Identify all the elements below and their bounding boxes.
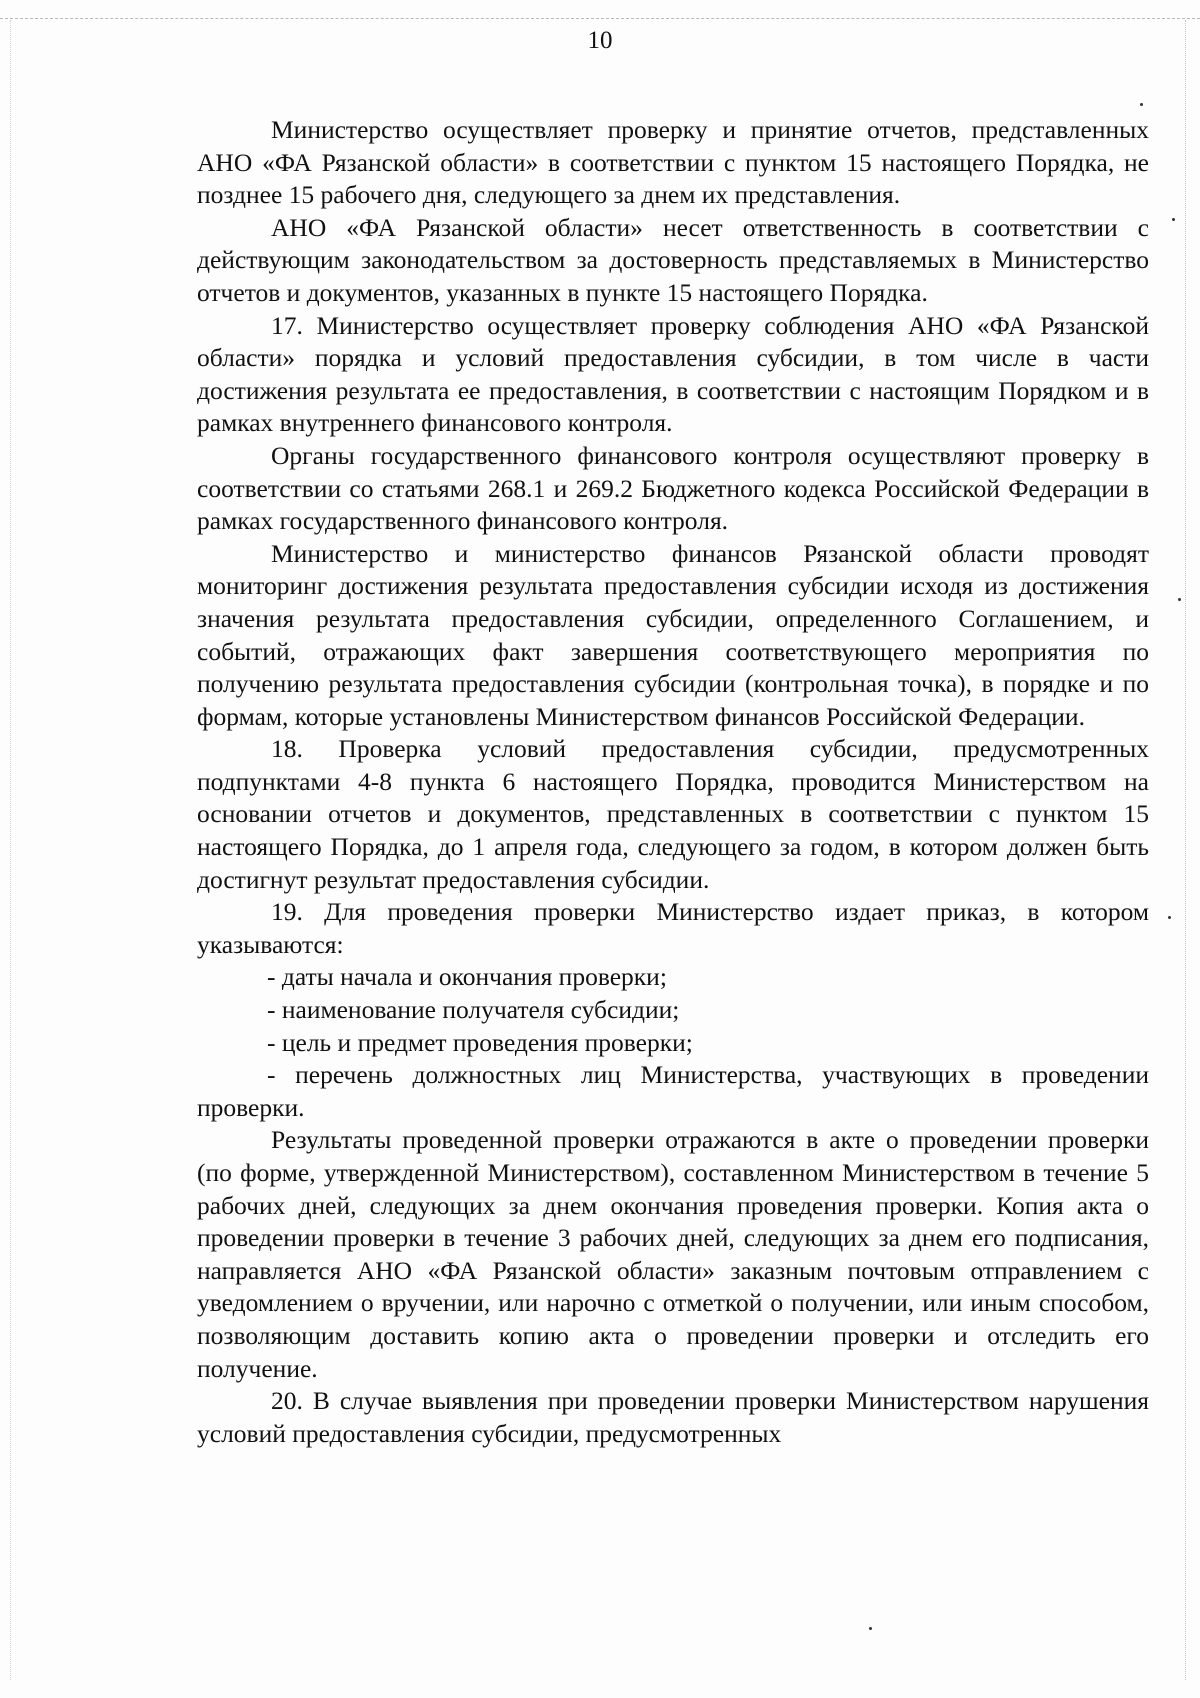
scan-speck [1178, 598, 1181, 601]
list-item-dates: - даты начала и окончания проверки; [267, 962, 667, 992]
page-number: 10 [587, 27, 613, 54]
paragraph-responsibility: АНО «ФА Рязанской области» несет ответственность в соответствии с действующим законодательством за достоверность представляемых в Министерство отчетов и документов, указанных в пункте 15 настоящего Порядка. [197, 212, 1149, 307]
scan-edge-left [10, 20, 11, 1680]
scan-speck [1140, 103, 1143, 106]
document-body [197, 114, 1149, 1450]
paragraph-item-20: 20. В случае выявления при проведении проверки Министерством нарушения условий предоставления субсидии, предусмотренных [197, 1386, 1149, 1448]
scan-speck [1172, 218, 1175, 221]
list-item-recipient: - наименование получателя субсидии; [267, 995, 680, 1025]
paragraph-report-review: Министерство осуществляет проверку и принятие отчетов, представленных АНО «ФА Рязанской области» в соответствии с пунктом 15 настоящего Порядка, не позднее 15 рабочего дня, следующего за днем их представления. [197, 115, 1149, 210]
scan-edge-right [1185, 20, 1186, 1680]
list-item-officials: - перечень должностных лиц Министерства, участвующих в проведении проверки. [197, 1060, 1149, 1122]
paragraph-item-17: 17. Министерство осуществляет проверку соблюдения АНО «ФА Рязанской области» порядка и условий предоставления субсидии, в том числе в части достижения результата ее предоставления, в соответствии с настоящим Порядком и в рамках внутреннего финансового контроля. [197, 310, 1149, 438]
paragraph-results-act: Результаты проведенной проверки отражаются в акте о проведении проверки (по форме, утвержденной Министерством), составленном Министерством в течение 5 рабочих дней, следующих за днем окончания проведения проверки. Копия акта о проведении проверки в течение 3 рабочих дней, следующих за днем его подписания, направляется АНО «ФА Рязанской области» заказным почтовым отправлением с уведомлением о вручении, или нарочно с отметкой о получении, или иным способом, позволяющим доставить копию акта о проведении проверки и отследить его получение. [197, 1125, 1149, 1383]
paragraph-item-18: 18. Проверка условий предоставления субсидии, предусмотренных подпунктами 4-8 пункта 6 настоящего Порядка, проводится Министерством на основании отчетов и документов, представленных в соответствии с пунктом 15 настоящего Порядка, до 1 апреля года, следующего за годом, в котором должен быть достигнут результат предоставления субсидии. [197, 734, 1149, 894]
scan-edge-top [0, 18, 1200, 19]
scan-speck [869, 1627, 872, 1630]
paragraph-financial-control: Органы государственного финансового контроля осуществляют проверку в соответствии со статьями 268.1 и 269.2 Бюджетного кодекса Российской Федерации в рамках государственного финансового контроля. [197, 440, 1149, 536]
list-item-purpose: - цель и предмет проведения проверки; [267, 1027, 693, 1057]
paragraph-item-19: 19. Для проведения проверки Министерство издает приказ, в котором указываются: [197, 897, 1149, 959]
scan-speck [1168, 916, 1171, 919]
paragraph-monitoring: Министерство и министерство финансов Рязанской области проводят мониторинг достижения результата предоставления субсидии исходя из достижения значения результата предоставления субсидии, определенного Соглашением, и событий, отражающих факт завершения соответствующего мероприятия по получению результата предоставления субсидии (контрольная точка), в порядке и по формам, которые установлены Министерством финансов Российской Федерации. [197, 538, 1149, 731]
